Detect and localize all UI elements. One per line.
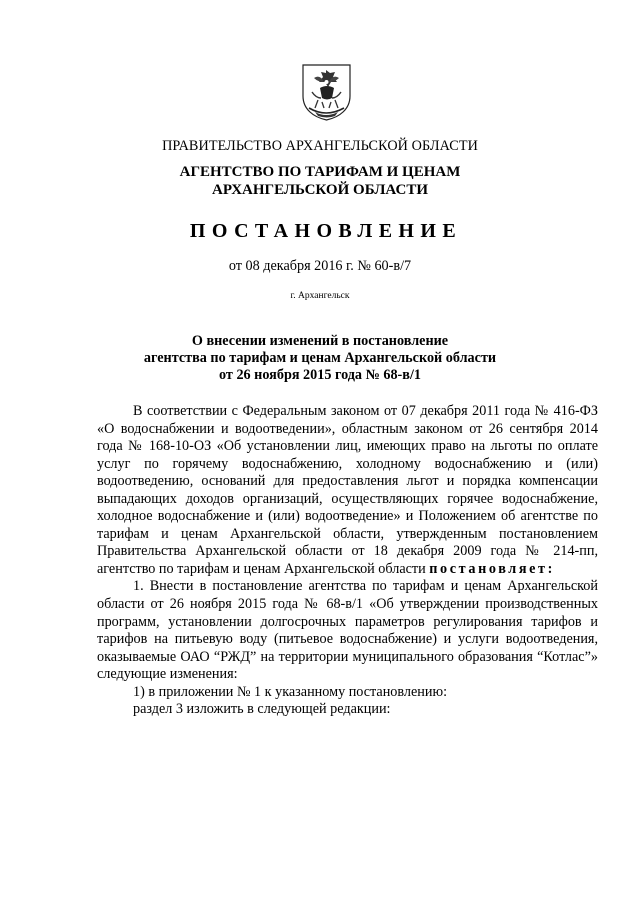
item-1-1-paragraph: 1) в приложении № 1 к указанному постановлению: [133,683,448,700]
subject-line-1: О внесении изменений в постановление [191,333,449,349]
item-1-paragraph: 1. Внести в постановление агентства по тарифам и ценам Архангельской области от 26 ноября 2015 года № 68-в/1 «Об утверждении производственных программ, установлении долгосрочных параметров регулирования тарифов и тарифов на питьевую воду (питьевое водоснабжение) и услуги водоотведения, оказываемые ОАО “РЖД” на территории муниципального образования “Котлас”» следующие изменения: [97,578,598,683]
item-1-1-text-paragraph: раздел 3 изложить в следующей редакции: [133,701,391,718]
coat-of-arms-emblem [300,62,353,122]
preamble-paragraph [97,403,598,578]
city-of-issue: г. Архангельск [290,291,350,301]
preamble-text: В соответствии с Федеральным законом от 07 декабря 2011 года № 416-ФЗ «О водоснабжении и водоотведении», областным законом от 26 сентября 2014 года № 168-10-ОЗ «Об установлении лиц, имеющих право на льготы по оплате услуг по горячему водоснабжению, холодному водоснабжению и (или) водоотведению, оснований для предоставления льгот и порядка компенсации выпадающих доходов организаций, осуществляющих горячее водоснабжение, холодное водоснабжение и (или) водоотведение» и Положением об агентстве по тарифам и ценам Архангельской области, утвержденным постановлением Правительства Архангельской области от 18 декабря 2009 года № 214-пп, агентство по тарифам и ценам Архангельской области [97,403,598,577]
document-subject [0,333,640,384]
document-type-heading: ПОСТАНОВЛЕНИЕ [189,220,463,242]
date-and-number: от 08 декабря 2016 г. № 60-в/7 [228,258,412,274]
agency-title-line-1: АГЕНТСТВО ПО ТАРИФАМ И ЦЕНАМ [179,164,461,180]
agency-title [0,163,640,199]
resolves-keyword: постановляет: [429,560,555,577]
government-title: ПРАВИТЕЛЬСТВО АРХАНГЕЛЬСКОЙ ОБЛАСТИ [162,138,478,154]
document-body [97,403,598,719]
subject-line-3: от 26 ноября 2015 года № 68-в/1 [219,367,421,383]
agency-title-line-2: АРХАНГЕЛЬСКОЙ ОБЛАСТИ [212,182,428,198]
subject-line-2: агентства по тарифам и ценам Архангельской области [143,350,497,366]
